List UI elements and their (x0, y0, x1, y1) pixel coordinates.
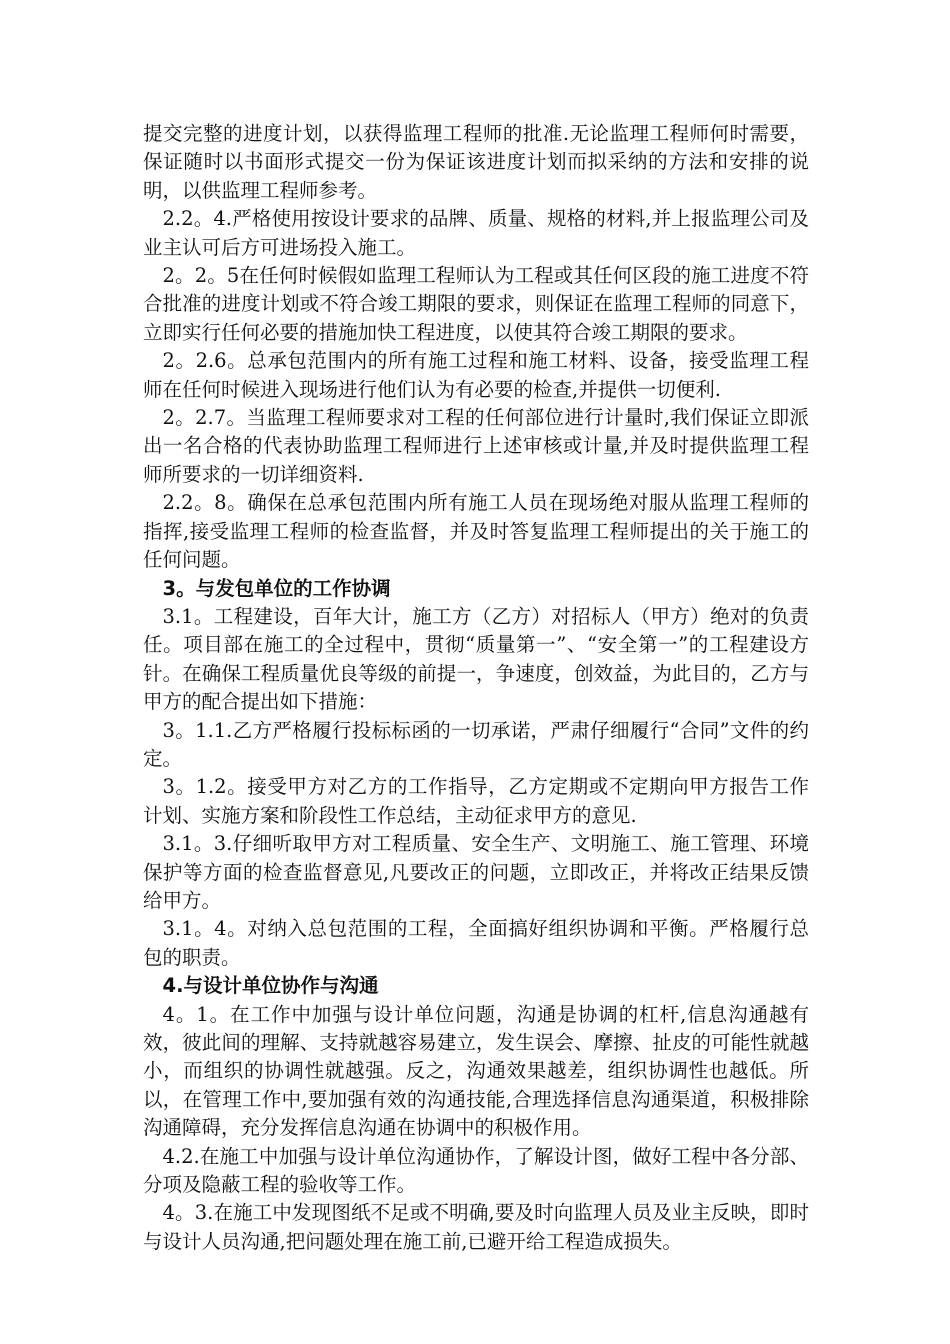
paragraph: 提交完整的进度计划，以获得监理工程师的批准.无论监理工程师何时需要，保证随时以书面形式提交一份为保证该进度计划而拟采纳的方法和安排的说明，以供监理工程师参考。 (143, 122, 809, 202)
paragraph: 4.2.在施工中加强与设计单位沟通协作，了解设计图，做好工程中各分部、分项及隐蔽工程的验收等工作。 (143, 1144, 809, 1197)
paragraph: 4。3.在施工中发现图纸不足或不明确,要及时向监理人员及业主反映，即时与设计人员沟通,把问题处理在施工前,已避开给工程造成损失。 (143, 1201, 809, 1253)
paragraph: 2。2。5在任何时候假如监理工程师认为工程或其任何区段的施工进度不符合批准的进度计划或不符合竣工期限的要求，则保证在监理工程师的同意下，立即实行任何必要的措施加快工程进度，以使其符合竣工期限的要求。 (143, 264, 809, 344)
document-body (143, 120, 809, 1256)
paragraph: 3.1。工程建设，百年大计，施工方（乙方）对招标人（甲方）绝对的负责任。项目部在施工的全过程中，贯彻“质量第一”、“安全第一”的工程建设方针。在确保工程质量优良等级的前提一，争速度，创效益，为此目的，乙方与甲方的配合提出如下措施： (143, 604, 809, 714)
paragraph: 3。1.1.乙方严格履行投标标函的一切承诺，严肃仔细履行“合同”文件的约定。 (143, 718, 809, 770)
paragraph: 2。2.6。总承包范围内的所有施工过程和施工材料、设备，接受监理工程师在任何时候进入现场进行他们认为有必要的检查,并提供一切便利. (143, 349, 809, 401)
paragraph: 3.1。4。对纳入总包范围的工程，全面搞好组织协调和平衡。严格履行总包的职责。 (143, 917, 809, 969)
section-heading: 3。与发包单位的工作协调 (162, 576, 391, 600)
section-heading: 4.与设计单位协作与沟通 (162, 974, 379, 998)
paragraph: 2.2。4.严格使用按设计要求的品牌、质量、规格的材料,并上报监理公司及业主认可后方可进场投入施工。 (143, 207, 809, 259)
paragraph: 3.1。3.仔细听取甲方对工程质量、安全生产、文明施工、施工管理、环境保护等方面的检查监督意见,凡要改正的问题，立即改正，并将改正结果反馈给甲方。 (143, 832, 809, 912)
paragraph: 2.2。8。确保在总承包范围内所有施工人员在现场绝对服从监理工程师的指挥,接受监理工程师的检查监督，并及时答复监理工程师提出的关于施工的任何问题。 (143, 491, 809, 572)
paragraph: 3。1.2。接受甲方对乙方的工作指导，乙方定期或不定期向甲方报告工作计划、实施方案和阶段性工作总结，主动征求甲方的意见. (143, 775, 809, 827)
paragraph: 4。1。在工作中加强与设计单位问题，沟通是协调的杠杆,信息沟通越有效，彼此间的理解、支持就越容易建立，发生误会、摩擦、扯皮的可能性就越小，而组织的协调性就越强。反之，沟通效果越差，组织协调性也越低。所以，在管理工作中,要加强有效的沟通技能,合理选择信息沟通渠道，积极排除沟通障碍，充分发挥信息沟通在协调中的积极作用。 (143, 1002, 809, 1140)
paragraph: 2。2.7。当监理工程师要求对工程的任何部位进行计量时,我们保证立即派出一名合格的代表协助监理工程师进行上述审核或计量,并及时提供监理工程师所要求的一切详细资料. (143, 406, 809, 486)
